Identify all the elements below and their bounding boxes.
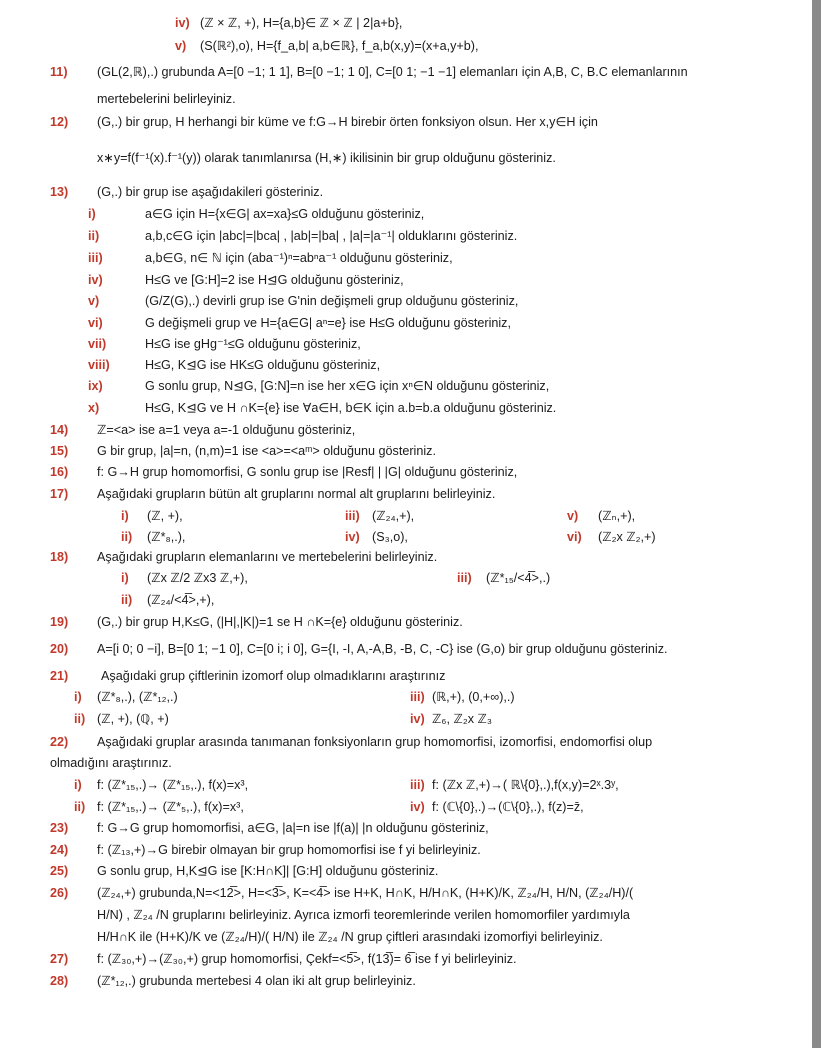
sub-item-label: iii)	[457, 571, 472, 585]
problem-text: H/H∩K ile (H+K)/K ve (ℤ₂₄/H)/( H/N) ile ℤ₂₄ /N grup çiftleri arasındaki izomorfiyi belirleyiniz.	[97, 930, 603, 944]
problem-number: vi)	[88, 316, 103, 330]
sub-item-label: i)	[121, 571, 129, 585]
problem-text: G değişmeli grup ve H={a∈G| aⁿ=e} ise H≤G olduğunu gösteriniz,	[145, 316, 511, 330]
problem-number: 28)	[50, 974, 69, 988]
problem-text: (ℤ₂₄,+) grubunda,N=<12̅>, H=<3̅>, K=<4̅> ise H+K, H∩K, H/H∩K, (H+K)/K, ℤ₂₄/H, H/N, (ℤ₂₄/H)/(	[97, 886, 634, 900]
problem-text: (ℤ*₁₂,.) grubunda mertebesi 4 olan iki alt grup belirleyiniz.	[97, 974, 416, 988]
sub-item-text: f: (ℤ*₁₅,.)→ (ℤ*₁₅,.), f(x)=x³,	[97, 778, 249, 792]
problem-number: v)	[88, 294, 100, 308]
problem-text: A=[i 0; 0 −i], B=[0 1; −1 0], C=[0 i; i 0], G={I, -I, A,-A,B, -B, C, -C} ise (G,o) bir grup olduğunu gösteriniz.	[97, 642, 668, 656]
sub-item-text: ℤ₆, ℤ₂x ℤ₃	[432, 712, 493, 726]
problem-number: 18)	[50, 550, 69, 564]
problem-text: a∈G için H={x∈G| ax=xa}≤G olduğunu gösteriniz,	[145, 207, 425, 221]
sub-item-label: iii)	[410, 778, 425, 792]
problem-number: i)	[88, 207, 96, 221]
problem-text: mertebelerini belirleyiniz.	[97, 92, 236, 106]
problem-text: a,b∈G, n∈ ℕ için (aba⁻¹)ⁿ=abⁿa⁻¹ olduğunu gösteriniz,	[145, 251, 453, 265]
problem-text: Aşağıdaki grupların elemanlarını ve mertebelerini belirleyiniz.	[97, 550, 438, 564]
problem-text: Aşağıdaki gruplar arasında tanımanan fonksiyonların grup homomorfisi, izomorfisi, endomorfisi olup	[97, 735, 653, 749]
sub-item-label: i)	[74, 690, 82, 704]
problem-text: H≤G, K⊴G ve H ∩K={e} ise ∀a∈H, b∈K için a.b=b.a olduğunu gösteriniz.	[145, 401, 557, 415]
sub-item-label: ii)	[74, 800, 86, 814]
sub-item-label: v)	[567, 509, 579, 523]
page-edge	[812, 0, 821, 1048]
problem-number: 23)	[50, 821, 69, 835]
problem-text: H/N) , ℤ₂₄ /N gruplarını belirleyiniz. Ayrıca izmorfi teoremlerinde verilen homomorfiler yardımıyla	[97, 908, 630, 922]
problem-text: (G,.) bir grup H,K≤G, (|H|,|K|)=1 se H ∩K={e} olduğunu gösteriniz.	[97, 615, 463, 629]
problem-number: 24)	[50, 843, 69, 857]
sub-item-label: iii)	[345, 509, 360, 523]
problem-text: Aşağıdaki grup çiftlerinin izomorf olup olmadıklarını araştırınız	[101, 669, 446, 683]
problem-number: 19)	[50, 615, 69, 629]
sub-item-label: ii)	[74, 712, 86, 726]
problem-number: 21)	[50, 669, 69, 683]
sub-item-text: (S₃,o),	[372, 530, 408, 544]
sub-item-label: iv)	[345, 530, 360, 544]
problem-number: 12)	[50, 115, 69, 129]
problem-number: 26)	[50, 886, 69, 900]
sub-item-text: f: (ℤ*₁₅,.)→ (ℤ*₅,.), f(x)=x³,	[97, 800, 244, 814]
problem-text: (S(ℝ²),o), H={f_a,b| a,b∈ℝ}, f_a,b(x,y)=(x+a,y+b),	[200, 39, 479, 53]
problem-number: 22)	[50, 735, 69, 749]
problem-number: vii)	[88, 337, 107, 351]
sub-item-text: f: (ℤx ℤ,+)→( ℝ\{0},.),f(x,y)=2ˣ.3ʸ,	[432, 778, 619, 792]
problem-number: 20)	[50, 642, 69, 656]
problem-text: H≤G ve [G:H]=2 ise H⊴G olduğunu gösteriniz,	[145, 273, 404, 287]
problem-text: f: G→H grup homomorfisi, G sonlu grup ise |Resf| | |G| olduğunu gösteriniz,	[97, 465, 518, 479]
sub-item-text: (ℤ₂₄,+),	[372, 509, 415, 523]
problem-number: viii)	[88, 358, 110, 372]
sub-item-text: (ℤ*₁₅/<4̅>,.)	[486, 571, 551, 585]
sub-item-label: vi)	[567, 530, 582, 544]
problem-text: (GL(2,ℝ),.) grubunda A=[0 −1; 1 1], B=[0 −1; 1 0], C=[0 1; −1 −1] elemanları için A,B, C, B.C elemanlarının	[97, 65, 688, 79]
problem-text: Aşağıdaki grupların bütün alt gruplarını normal alt gruplarını belirleyiniz.	[97, 487, 496, 501]
problem-text: a,b,c∈G için |abc|=|bca| , |ab|=|ba| , |a|=|a⁻¹| olduklarını gösteriniz.	[145, 229, 518, 243]
problem-number: iii)	[88, 251, 103, 265]
problem-number: 17)	[50, 487, 69, 501]
problem-text: (G,.) bir grup ise aşağıdakileri gösteriniz.	[97, 185, 324, 199]
sub-item-text: (ℤ*₈,.), (ℤ*₁₂,.)	[97, 690, 178, 704]
problem-number: iv)	[88, 273, 103, 287]
sub-item-text: (ℤₙ,+),	[598, 509, 636, 523]
sub-item-label: ii)	[121, 530, 133, 544]
problem-number: 13)	[50, 185, 69, 199]
problem-number: 15)	[50, 444, 69, 458]
problem-text: G bir grup, |a|=n, (n,m)=1 ise <a>=<aᵐ> olduğunu gösteriniz.	[97, 444, 436, 458]
problem-number: v)	[175, 39, 187, 53]
sub-item-text: (ℤ*₈,.),	[147, 530, 186, 544]
problem-text: f: (ℤ₁₃,+)→G birebir olmayan bir grup homomorfisi ise f yi belirleyiniz.	[97, 843, 481, 857]
sub-item-text: (ℤ₂x ℤ₂,+)	[598, 530, 656, 544]
problem-number: 16)	[50, 465, 69, 479]
problem-text: G sonlu grup, N⊴G, [G:N]=n ise her x∈G için xⁿ∈N olduğunu gösteriniz,	[145, 379, 550, 393]
problem-number: 14)	[50, 423, 69, 437]
sub-item-text: (ℤ, +),	[147, 509, 183, 523]
problem-text: ℤ=<a> ise a=1 veya a=-1 olduğunu gösteriniz,	[97, 423, 356, 437]
problem-text: (G,.) bir grup, H herhangi bir küme ve f:G→H birebir örten fonksiyon olsun. Her x,y∈H için	[97, 115, 598, 129]
sub-item-label: i)	[121, 509, 129, 523]
sub-item-label: iv)	[410, 800, 425, 814]
problem-number: ii)	[88, 229, 100, 243]
problem-text: (G/Z(G),.) devirli grup ise G'nin değişmeli grup olduğunu gösteriniz,	[145, 294, 519, 308]
problem-text: x∗y=f(f⁻¹(x).f⁻¹(y)) olarak tanımlanırsa (H,∗) ikilisinin bir grup olduğunu gösteriniz.	[97, 151, 556, 165]
sub-item-text: (ℝ,+), (0,+∞),.)	[432, 690, 515, 704]
sub-item-text: (ℤx ℤ/2 ℤx3 ℤ,+),	[147, 571, 248, 585]
problem-number: 11)	[50, 65, 68, 79]
sub-item-label: iii)	[410, 690, 425, 704]
problem-text: H≤G ise gHg⁻¹≤G olduğunu gösteriniz,	[145, 337, 361, 351]
problem-text: f: (ℤ₃₀,+)→(ℤ₃₀,+) grup homomorfisi, Çekf=<5̅>, f(13̅)= 6̅ ise f yi belirleyiniz.	[97, 952, 517, 966]
sub-item-label: i)	[74, 778, 82, 792]
problem-number: iv)	[175, 16, 190, 30]
problem-text: G sonlu grup, H,K⊴G ise [K:H∩K]| [G:H] olduğunu gösteriniz.	[97, 864, 439, 878]
sub-item-text: f: (ℂ\{0},.)→(ℂ\{0},.), f(z)=z̄,	[432, 800, 584, 814]
problem-text: (ℤ × ℤ, +), H={a,b}∈ ℤ × ℤ | 2|a+b},	[200, 16, 403, 30]
problem-number: 25)	[50, 864, 69, 878]
sub-item-label: ii)	[121, 593, 133, 607]
problem-number: x)	[88, 401, 100, 415]
sub-item-text: (ℤ₂₄/<4̅>,+),	[147, 593, 215, 607]
problem-text: f: G→G grup homomorfisi, a∈G, |a|=n ise |f(a)| |n olduğunu gösteriniz,	[97, 821, 489, 835]
problem-text: H≤G, K⊴G ise HK≤G olduğunu gösteriniz,	[145, 358, 381, 372]
problem-text: olmadığını araştırınız.	[50, 756, 172, 770]
problem-number: 27)	[50, 952, 69, 966]
sub-item-text: (ℤ, +), (ℚ, +)	[97, 712, 169, 726]
sub-item-label: iv)	[410, 712, 425, 726]
problem-number: ix)	[88, 379, 103, 393]
